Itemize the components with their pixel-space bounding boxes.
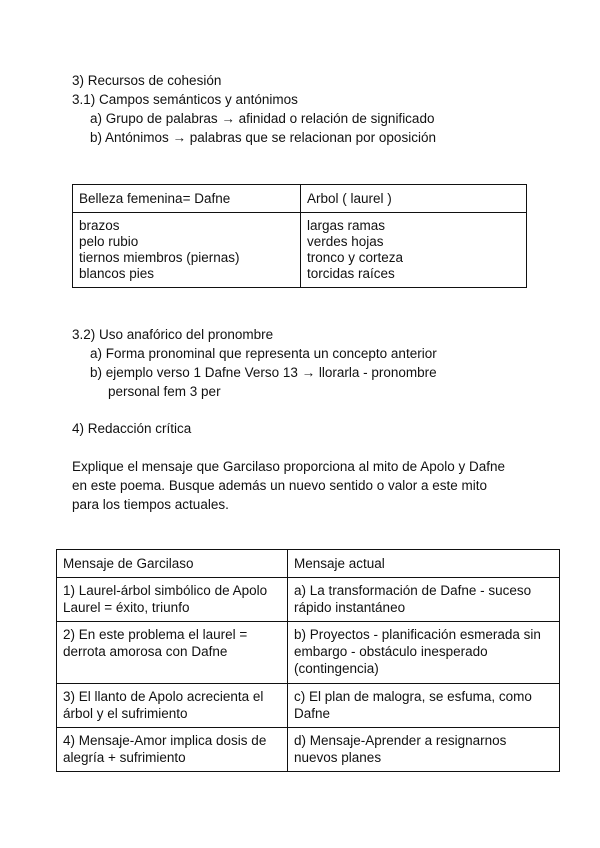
table-header-garcilaso: Mensaje de Garcilaso (57, 550, 288, 578)
table-cell: d) Mensaje-Aprender a resignarnos nuevos planes (288, 728, 560, 772)
prompt-line-1: Explique el mensaje que Garcilaso proporciona al mito de Apolo y Dafne (72, 459, 506, 474)
table-header-belleza: Belleza femenina= Dafne (73, 185, 301, 213)
table-row (57, 622, 560, 684)
prompt-line-3: para los tiempos actuales. (72, 497, 229, 512)
table-cell: 3) El llanto de Apolo acrecienta el árbol y el sufrimiento (57, 684, 288, 728)
semantic-fields-table (72, 184, 527, 288)
table-cell-belleza-terms: brazos pelo rubio tiernos miembros (piernas) blancos pies (73, 213, 301, 288)
table-row (57, 578, 560, 622)
table-row (57, 728, 560, 772)
table-header-arbol: Arbol ( laurel ) (301, 185, 527, 213)
section-3-2-heading: 3.2) Uso anafórico del pronombre (72, 327, 274, 342)
item-b-antonimos: b) Antónimos → palabras que se relacionan por oposición (90, 130, 436, 145)
item-b-ejemplo-verso: b) ejemplo verso 1 Dafne Verso 13 → llorarla - pronombre (90, 365, 437, 380)
prompt-line-2: en este poema. Busque además un nuevo sentido o valor a este mito (72, 478, 488, 493)
table-header-actual: Mensaje actual (288, 550, 560, 578)
messages-table (56, 549, 560, 772)
table-cell: 4) Mensaje-Amor implica dosis de alegría + sufrimiento (57, 728, 288, 772)
table-cell: b) Proyectos - planificación esmerada sin embargo - obstáculo inesperado (contingencia) (288, 622, 560, 684)
section-3-1-heading: 3.1) Campos semánticos y antónimos (72, 92, 298, 107)
table-cell: a) La transformación de Dafne - suceso rápido instantáneo (288, 578, 560, 622)
section-3-heading: 3) Recursos de cohesión (72, 73, 222, 88)
item-a-grupo-palabras: a) Grupo de palabras → afinidad o relación de significado (90, 111, 435, 126)
table-cell: c) El plan de malogra, se esfuma, como Dafne (288, 684, 560, 728)
table-cell: 2) En este problema el laurel = derrota amorosa con Dafne (57, 622, 288, 684)
item-b-continuation: personal fem 3 per (108, 384, 221, 399)
item-a-forma-pronominal: a) Forma pronominal que representa un concepto anterior (90, 346, 437, 361)
table-row (57, 684, 560, 728)
table-cell: 1) Laurel-árbol simbólico de Apolo Laurel = éxito, triunfo (57, 578, 288, 622)
table-cell-arbol-terms: largas ramas verdes hojas tronco y corteza torcidas raíces (301, 213, 527, 288)
section-4-heading: 4) Redacción crítica (72, 421, 192, 436)
